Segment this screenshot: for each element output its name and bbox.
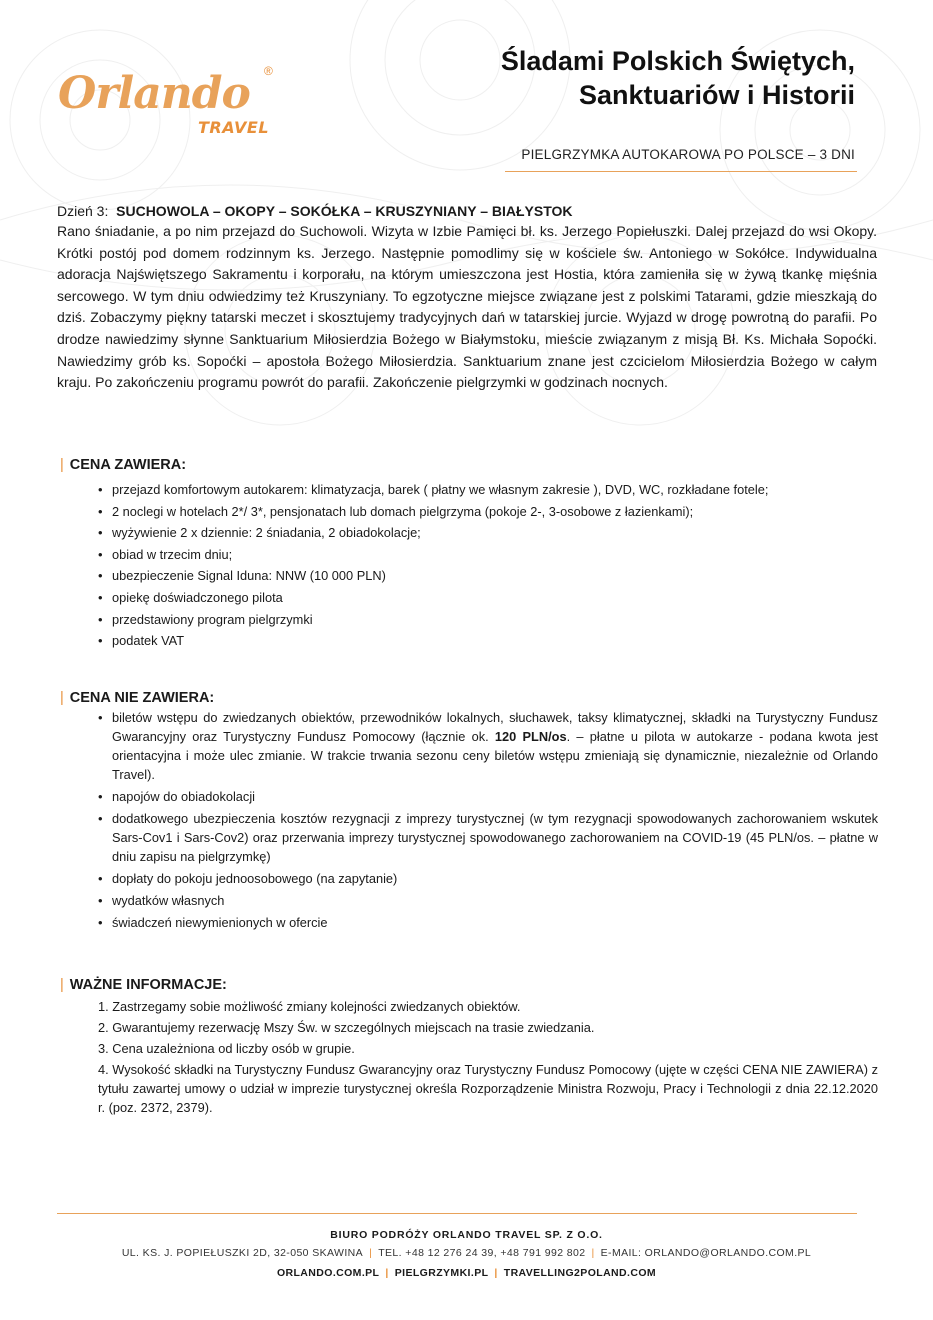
- footer-company: BIURO PODRÓŻY ORLANDO TRAVEL SP. Z O.O.: [330, 1229, 603, 1241]
- includes-list: [60, 479, 878, 652]
- footer-phone: TEL. +48 12 276 24 39, +48 791 992 802: [378, 1247, 586, 1259]
- footer-contact: UL. KS. J. POPIEŁUSZKI 2D, 32-050 SKAWINA | TEL. +48 12 276 24 39, +48 791 992 802 | E-MAIL: ORLANDO@ORLANDO.COM.PL: [121, 1247, 812, 1259]
- important-list: [60, 997, 878, 1117]
- list-item: • wydatków własnych: [98, 891, 878, 910]
- important-heading: | WAŻNE INFORMACJE:: [60, 977, 227, 993]
- footer-address: UL. KS. J. POPIEŁUSZKI 2D, 32-050 SKAWINA: [121, 1247, 364, 1259]
- title-line-2: Sanktuariów i Historii: [578, 80, 855, 110]
- day-program: [57, 202, 877, 394]
- list-item: 4. Wysokość składki na Turystyczny Fundusz Gwarancyjny oraz Turystyczny Fundusz Pomocowy (ujęte w części CENA NIE ZAWIERA) z tytułu zawartej umowy o udział w imprezie turystycznej określa Rozporządzenie Ministra Rozwoju, Pracy i Technologii z dnia 22.12.2020 r. (poz. 2372, 2379).: [98, 1062, 878, 1115]
- includes-section: [60, 455, 878, 652]
- day-heading: [57, 202, 877, 221]
- list-item: 1. Zastrzegamy sobie możliwość zmiany kolejności zwiedzanych obiektów.: [98, 999, 521, 1014]
- list-item: • biletów wstępu do zwiedzanych obiektów, przewodników lokalnych, słuchawek, taksy klimatycznej, składki na Turystyczny Fundusz Gwarancyjny oraz Turystyczny Fundusz Pomocowy (łącznie ok. 120 PLN/os. – płatne u pilota w autokarze - podana kwota jest orientacyjna i może ulec zmianie. W trakcie trwania sezonu ceny biletów wstępu zmieniają się dynamicznie, niezależnie od Orlando Travel).: [98, 708, 878, 784]
- list-item: • wyżywienie 2 x dziennie: 2 śniadania, 2 obiadokolacje;: [98, 522, 878, 544]
- list-item: • opiekę doświadczonego pilota: [98, 587, 878, 609]
- heading-bar: |: [60, 977, 64, 993]
- list-item: • przejazd komfortowym autokarem: klimatyzacja, barek ( płatny we własnym zakresie ), DVD, WC, rozkładane fotele;: [98, 479, 878, 501]
- list-item: • podatek VAT: [98, 630, 878, 652]
- footer-divider: [57, 1213, 857, 1214]
- footer-email[interactable]: E-MAIL: ORLANDO@ORLANDO.COM.PL: [600, 1247, 812, 1259]
- day-description: Rano śniadanie, a po nim przejazd do Suchowoli. Wizyta w Izbie Pamięci bł. ks. Jerzego Popiełuszki. Dalej przejazd do wsi Okopy. Krótki postój pod domem rodzinnym ks. Jerzego. Następnie pomodlimy się w kościele św. Antoniego w Sokółce. Indywidualna adoracja Najświętszego Sakramentu i korporału, na którym umieszczona jest Hostia, która zamieniła się w żywą tkankę mięśnia sercowego. W tym dniu odwiedzimy też Kruszyniany. To egzotyczne miejsce związane jest z polskimi Tatarami, gdzie mieszkają do dziś. Zobaczymy piękny tatarski meczet i skosztujemy tradycyjnych dań w tatarskiej jurcie. Wyjazd w drogę powrotną do parafii. Po drodze nawiedzimy słynne Sanktuarium Miłosierdzia Bożego w Białymstoku, mieście związanym z misją Bł. Ks. Michała Sopoćki. Nawiedzimy grób ks. Sopoćki – apostoła Bożego Miłosierdzia. Sanktuarium znane jest czcicielom Miłosierdzia Bożego w całym kraju. Po zakończeniu programu powrót do parafii. Zakończenie pielgrzymki w godzinach nocnych.: [57, 223, 877, 391]
- excludes-section: [60, 688, 878, 935]
- includes-heading: | CENA ZAWIERA:: [60, 457, 187, 473]
- heading-bar: |: [60, 690, 64, 706]
- list-item: • obiad w trzecim dniu;: [98, 544, 878, 566]
- page-title: [501, 44, 855, 112]
- footer: [0, 1226, 933, 1284]
- list-item: • świadczeń niewymienionych w ofercie: [98, 913, 878, 932]
- list-item: • przedstawiony program pielgrzymki: [98, 609, 878, 631]
- logo-wordmark: Orlando: [58, 68, 250, 119]
- footer-link-pielgrzymki[interactable]: PIELGRZYMKI.PL: [394, 1267, 489, 1279]
- day-label: Dzień 3:: [57, 203, 109, 219]
- title-line-1: Śladami Polskich Świętych,: [500, 46, 855, 76]
- excludes-heading: | CENA NIE ZAWIERA:: [60, 690, 215, 706]
- logo-travel: TRAVEL: [198, 118, 270, 137]
- excludes-list: [60, 708, 878, 932]
- header-divider: [505, 171, 857, 172]
- list-item: • ubezpieczenie Signal Iduna: NNW (10 000 PLN): [98, 565, 878, 587]
- footer-link-travelling2poland[interactable]: TRAVELLING2POLAND.COM: [503, 1267, 657, 1279]
- list-item: • dodatkowego ubezpieczenia kosztów rezygnacji z imprezy turystycznej (w tym rezygnacji spowodowanych zachorowaniem wskutek Sars-Cov1 i Sars-Cov2) oraz przerwania imprezy turystycznej spowodowanego zachorowaniem na COVID-19 (45 PLN/os. – płatne w dniu zapisu na pielgrzymkę): [98, 809, 878, 866]
- registered-mark: ®: [264, 64, 273, 78]
- heading-bar: |: [60, 457, 64, 473]
- important-section: [60, 975, 878, 1119]
- list-item: 3. Cena uzależniona od liczby osób w grupie.: [98, 1041, 355, 1056]
- footer-link-orlando[interactable]: ORLANDO.COM.PL: [276, 1267, 380, 1279]
- footer-websites: ORLANDO.COM.PL | PIELGRZYMKI.PL | TRAVELLING2POLAND.COM: [276, 1267, 657, 1279]
- list-item: • napojów do obiadokolacji: [98, 787, 878, 806]
- list-item: 2. Gwarantujemy rezerwację Mszy Św. w szczególnych miejscach na trasie zwiedzania.: [98, 1020, 595, 1035]
- orlando-travel-logo: [58, 64, 288, 143]
- list-item: • 2 noclegi w hotelach 2*/ 3*, pensjonatach lub domach pielgrzyma (pokoje 2-, 3-osobowe z łazienkami);: [98, 501, 878, 523]
- page-subtitle: PIELGRZYMKA AUTOKAROWA PO POLSCE – 3 DNI: [521, 147, 855, 162]
- day-route: SUCHOWOLA – OKOPY – SOKÓŁKA – KRUSZYNIANY – BIAŁYSTOK: [116, 203, 573, 219]
- list-item: • dopłaty do pokoju jednoosobowego (na zapytanie): [98, 869, 878, 888]
